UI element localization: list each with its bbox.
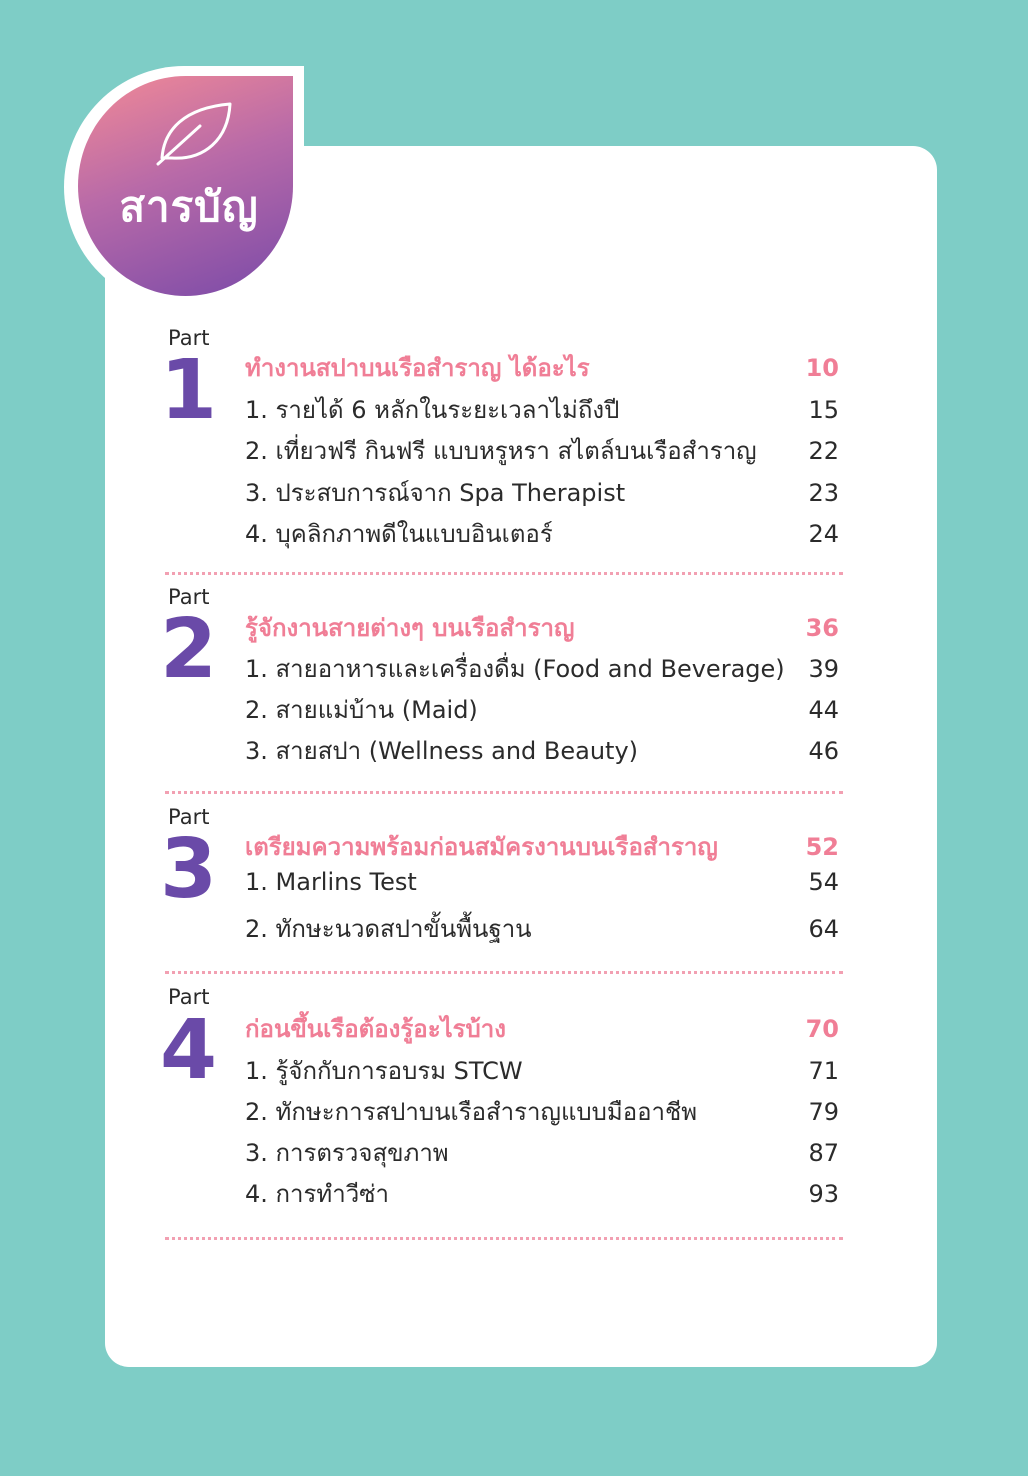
part-3-title: เตรียมความพร้อมก่อนสมัครงานบนเรือสำราญ	[245, 833, 718, 861]
toc-entry-text: 4. การทำวีซ่า	[245, 1180, 389, 1208]
part-1-number: 1	[160, 343, 218, 438]
toc-entry-text: 1. รายได้ 6 หลักในระยะเวลาไม่ถึงปี	[245, 396, 620, 424]
toc-entry-text: 2. ทักษะนวดสปาขั้นพื้นฐาน	[245, 915, 532, 943]
part-2-title: รู้จักงานสายต่างๆ บนเรือสำราญ	[245, 614, 575, 642]
part-2-heading[interactable]	[245, 608, 839, 647]
toc-entry[interactable]	[245, 1174, 839, 1213]
toc-entry-page: 23	[808, 479, 839, 507]
toc-entry-text: 2. เที่ยวฟรี กินฟรี แบบหรูหรา สไตล์บนเรือสำราญ	[245, 437, 757, 465]
part-1-label: Part	[168, 326, 210, 350]
toc-entry-page: 64	[808, 915, 839, 943]
toc-entry[interactable]	[245, 909, 839, 948]
toc-entry[interactable]	[245, 1051, 839, 1090]
toc-entry-text: 3. สายสปา (Wellness and Beauty)	[245, 737, 639, 765]
section-divider	[165, 791, 843, 794]
page-title: สารบัญ	[119, 182, 259, 231]
toc-entry-text: 4. บุคลิกภาพดีในแบบอินเตอร์	[245, 520, 553, 548]
toc-entry[interactable]	[245, 473, 839, 512]
part-2-number: 2	[160, 602, 218, 697]
toc-entry[interactable]	[245, 1133, 839, 1172]
toc-entry[interactable]	[245, 1092, 839, 1131]
part-3-page: 52	[805, 833, 839, 861]
toc-entry-text: 1. Marlins Test	[245, 868, 417, 896]
toc-entry-text: 1. สายอาหารและเครื่องดื่ม (Food and Beverage)	[245, 655, 785, 683]
toc-entry-page: 71	[808, 1057, 839, 1085]
part-1-heading[interactable]	[245, 348, 839, 387]
part-4-heading[interactable]	[245, 1009, 839, 1048]
toc-entry-page: 22	[808, 437, 839, 465]
toc-entry-page: 46	[808, 737, 839, 765]
toc-entry-page: 93	[808, 1180, 839, 1208]
part-3-number: 3	[160, 822, 218, 917]
toc-entry-text: 1. รู้จักกับการอบรม STCW	[245, 1057, 523, 1085]
part-1-page: 10	[805, 354, 839, 382]
part-4-number: 4	[160, 1003, 218, 1098]
toc-entry-page: 44	[808, 696, 839, 724]
part-4-page: 70	[805, 1015, 839, 1043]
section-divider	[165, 971, 843, 974]
section-divider	[165, 1237, 843, 1240]
toc-entry-text: 3. การตรวจสุขภาพ	[245, 1139, 449, 1167]
part-2-page: 36	[805, 614, 839, 642]
toc-entry-page: 87	[808, 1139, 839, 1167]
toc-entry-page: 15	[808, 396, 839, 424]
toc-entry-page: 54	[808, 868, 839, 896]
toc-entry-page: 79	[808, 1098, 839, 1126]
part-4-title: ก่อนขึ้นเรือต้องรู้อะไรบ้าง	[245, 1015, 506, 1043]
toc-entry[interactable]	[245, 690, 839, 729]
toc-entry[interactable]	[245, 431, 839, 470]
toc-entry[interactable]	[245, 868, 839, 896]
toc-entry-page: 24	[808, 520, 839, 548]
part-3-heading[interactable]	[245, 827, 839, 866]
part-4-label: Part	[168, 985, 210, 1009]
part-2-label: Part	[168, 585, 210, 609]
part-3-label: Part	[168, 805, 210, 829]
toc-entry-page: 39	[808, 655, 839, 683]
toc-entry[interactable]	[245, 390, 839, 429]
section-divider	[165, 572, 843, 575]
toc-entry-text: 2. ทักษะการสปาบนเรือสำราญแบบมืออาชีพ	[245, 1098, 698, 1126]
toc-entry[interactable]	[245, 731, 839, 770]
part-1-title: ทำงานสปาบนเรือสำราญ ได้อะไร	[245, 354, 590, 382]
toc-entry-text: 2. สายแม่บ้าน (Maid)	[245, 696, 478, 724]
leaf-icon	[154, 100, 236, 166]
toc-entry[interactable]	[245, 514, 839, 553]
toc-entry-text: 3. ประสบการณ์จาก Spa Therapist	[245, 479, 626, 507]
toc-entry[interactable]	[245, 649, 839, 688]
